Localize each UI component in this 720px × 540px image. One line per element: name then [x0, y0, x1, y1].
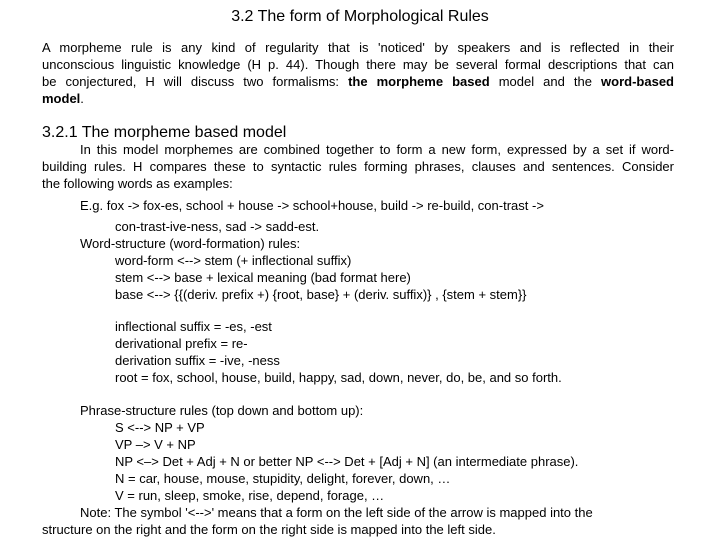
bold-term: word-based: [601, 74, 674, 89]
rule-line: base <--> {{(deriv. prefix +) {root, base} + (deriv. suffix)} , {stem + stem}}: [115, 287, 527, 302]
note-line: Note: The symbol '<-->' means that a form on the left side of the arrow is mapped into the: [80, 505, 593, 520]
example-line: E.g. fox -> fox-es, school + house -> school+house, build -> re-build, con-trast ->: [80, 198, 544, 213]
definition-line: inflectional suffix = -es, -est: [115, 319, 272, 334]
bold-term: the morpheme based: [348, 74, 490, 89]
intro-line: unconscious linguistic knowledge (H p. 44). Though there may be several formal descriptions that can: [42, 57, 674, 72]
rule-line: NP <–> Det + Adj + N or better NP <--> Det + [Adj + N] (an intermediate phrase).: [115, 454, 579, 469]
rule-line: V = run, sleep, smoke, rise, depend, forage, …: [115, 488, 385, 503]
page-title: 3.2 The form of Morphological Rules: [231, 8, 489, 25]
intro-line: [42, 91, 84, 107]
intro-text: model and the: [489, 74, 602, 89]
note-line: structure on the right and the form on the right side is mapped into the left side.: [42, 522, 496, 537]
example-line: con-trast-ive-ness, sad -> sadd-est.: [115, 219, 320, 234]
intro-text: be conjectured, H will discuss two formalisms:: [42, 74, 349, 89]
definition-line: root = fox, school, house, build, happy, sad, down, never, do, be, and so forth.: [115, 370, 562, 385]
rule-line: N = car, house, mouse, stupidity, delight, forever, down, …: [115, 471, 451, 486]
section-heading: 3.2.1 The morpheme based model: [42, 124, 287, 141]
rule-line: S <--> NP + VP: [115, 420, 205, 435]
rule-line: VP –> V + NP: [115, 437, 196, 452]
paragraph-line: building rules. H compares these to syntactic rules forming phrases, clauses and sentences. Consider: [42, 159, 674, 174]
bold-term: model: [42, 91, 81, 106]
paragraph-line: In this model morphemes are combined together to form a new form, expressed by a set if word-: [80, 142, 674, 157]
paragraph-line: the following words as examples:: [42, 176, 233, 191]
definition-line: derivation suffix = -ive, -ness: [115, 353, 280, 368]
intro-line: [42, 74, 674, 90]
word-structure-heading: Word-structure (word-formation) rules:: [80, 236, 301, 251]
intro-text: .: [80, 91, 84, 106]
rule-line: word-form <--> stem (+ inflectional suffix): [115, 253, 352, 268]
intro-line: A morpheme rule is any kind of regularity that is 'noticed' by speakers and is reflected in their: [42, 40, 674, 55]
definition-line: derivational prefix = re-: [115, 336, 248, 351]
rule-line: stem <--> base + lexical meaning (bad format here): [115, 270, 411, 285]
phrase-structure-heading: Phrase-structure rules (top down and bottom up):: [80, 403, 364, 418]
